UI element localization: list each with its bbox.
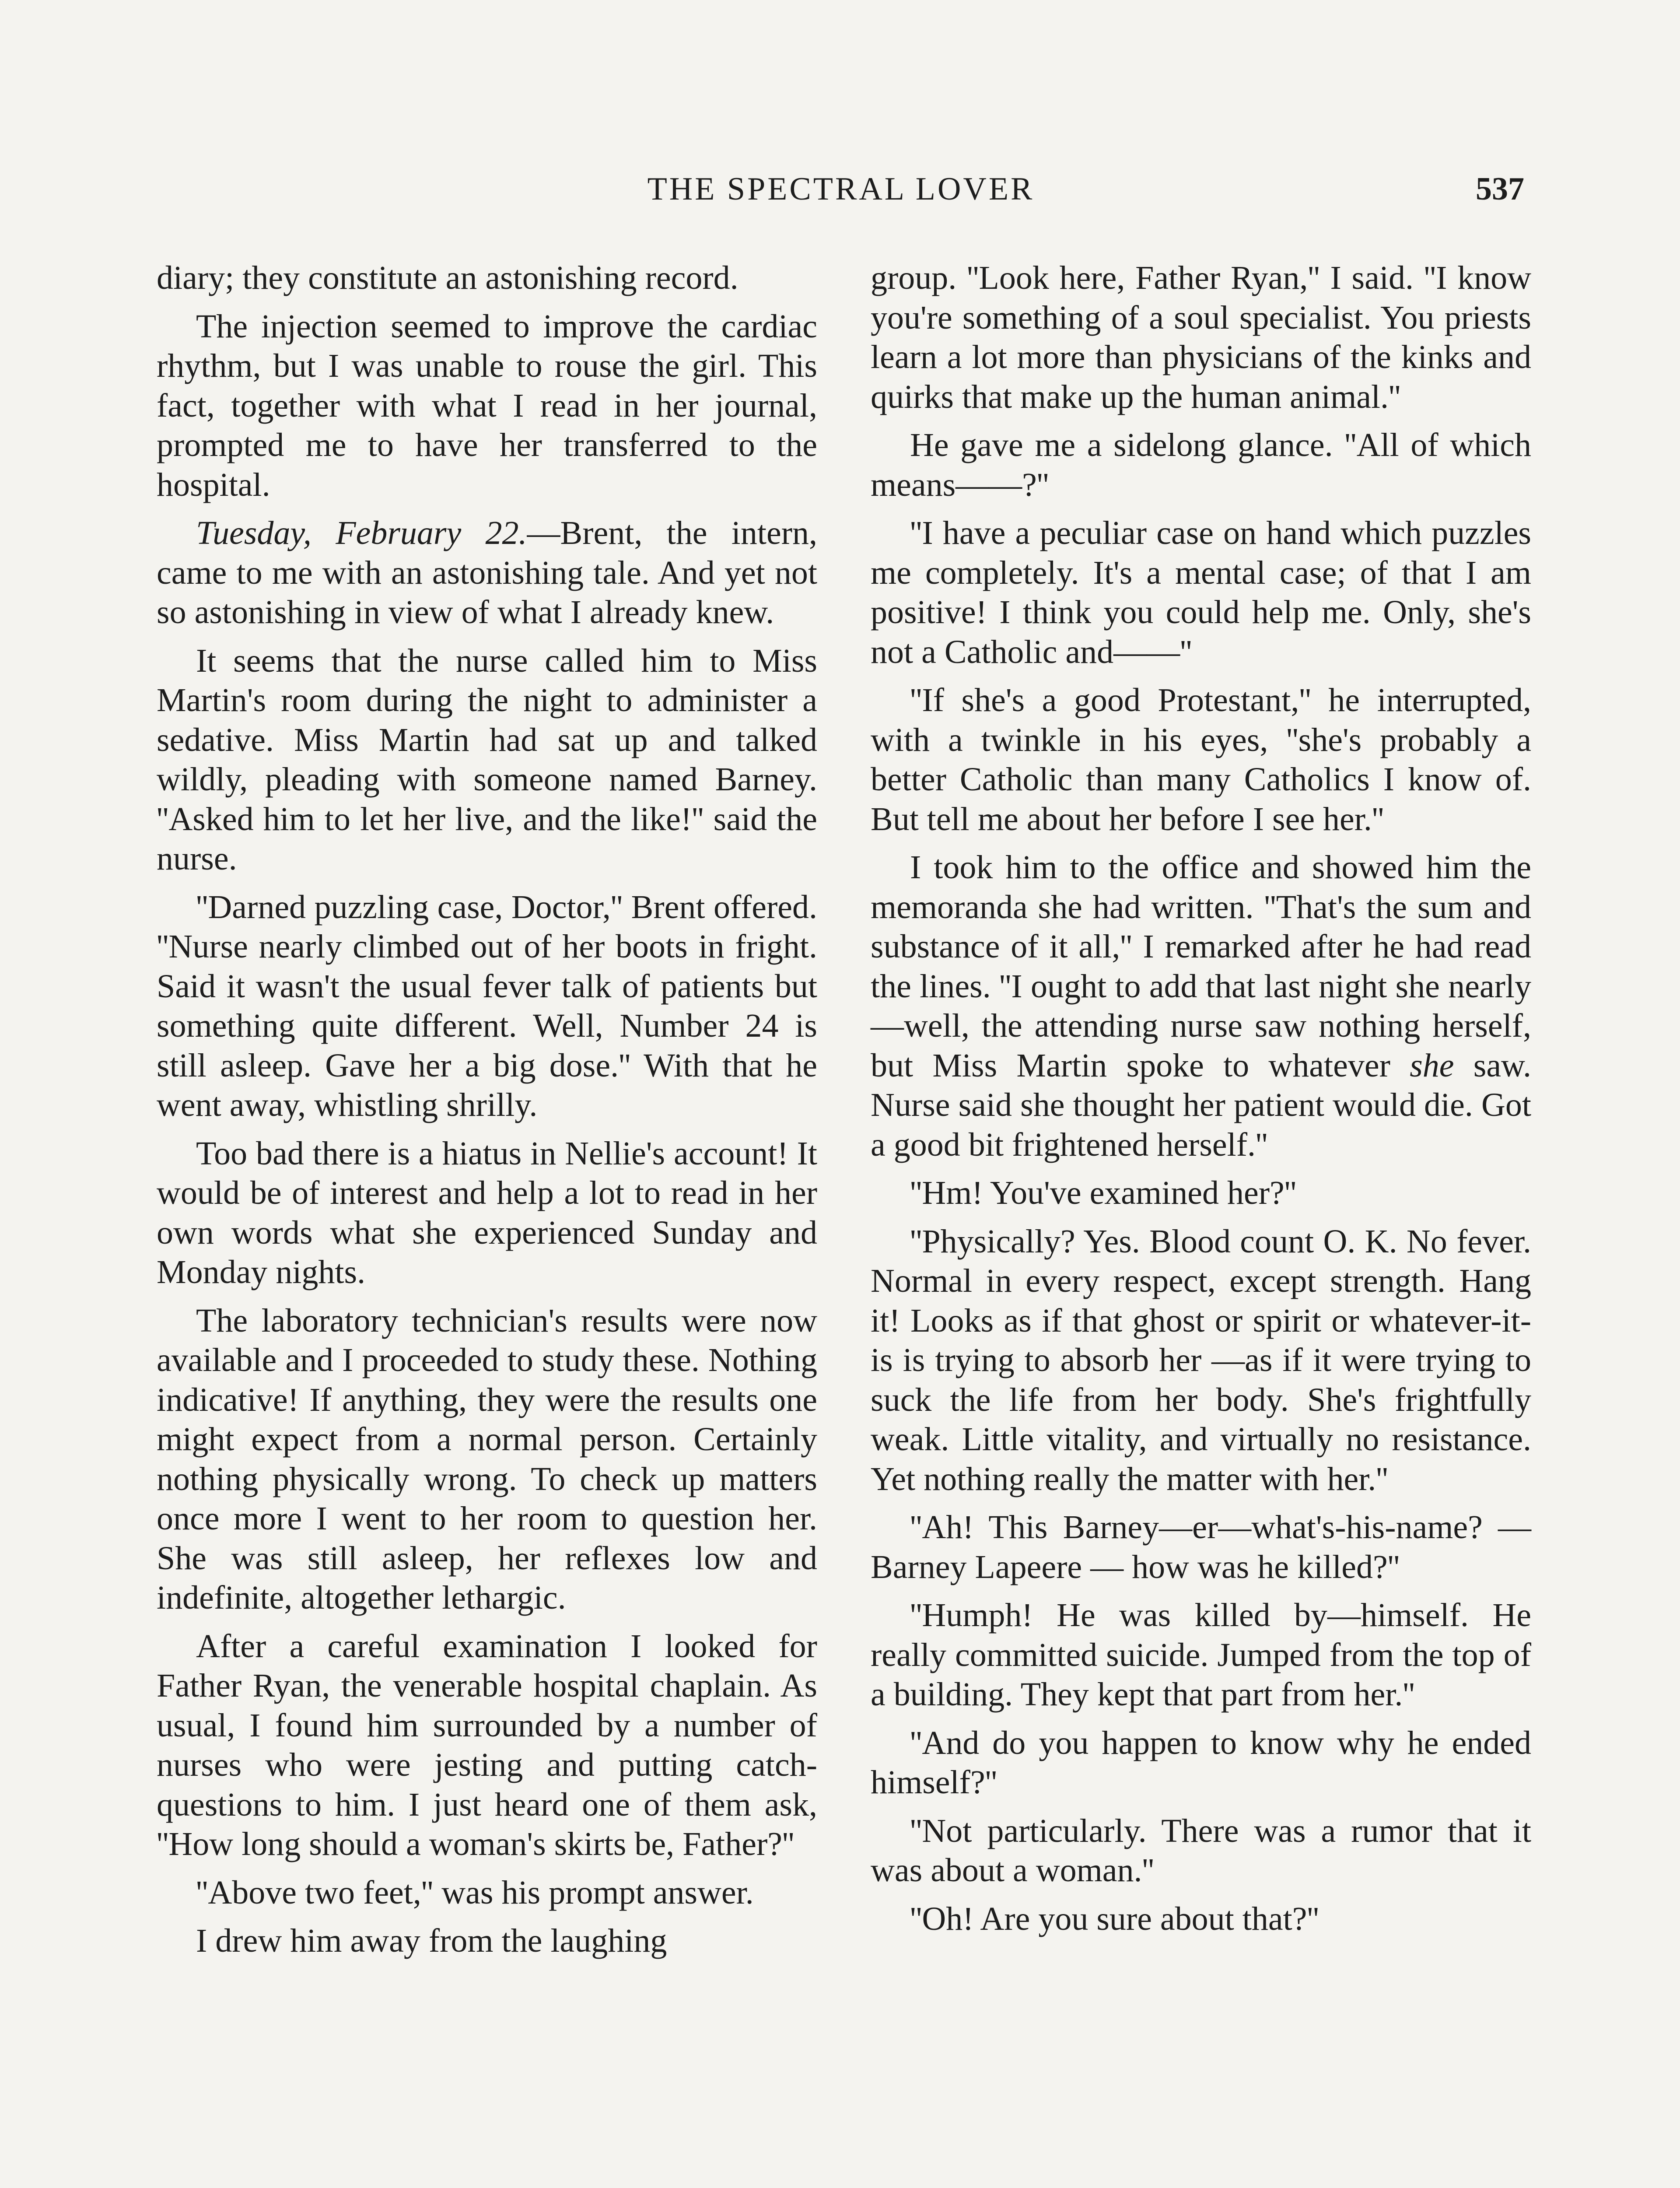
paragraph: ''Humph! He was killed by—himself. He really committed suicide. Jumped from the top of a building. They kept that part from her.'' [871,1597,1531,1713]
emphasized-word: she [1410,1047,1454,1084]
right-column [871,258,1531,1947]
running-title: THE SPECTRAL LOVER [647,171,1035,207]
paragraph: ''If she's a good Protestant,'' he interrupted, with a twinkle in his eyes, ''she's probably a better Catholic than many Catholics I know of. But tell me about her before I see her.'' [871,682,1531,838]
paragraph: He gave me a sidelong glance. ''All of which means——?'' [871,427,1531,503]
paragraph: After a careful examination I looked for Father Ryan, the venerable hospital chaplain. As usual, I found him surrounded by a number of nurses who were jesting and putting catch-questions to him. I just heard one of them ask, ''How long should a woman's skirts be, Father?'' [157,1627,817,1862]
paragraph: It seems that the nurse called him to Miss Martin's room during the night to administer a sedative. Miss Martin had sat up and talked wildly, pleading with someone named Barney. ''Asked him to let her live, and the like!'' said the nurse. [157,642,817,877]
paragraph: ''Not particularly. There was a rumor that it was about a woman.'' [871,1812,1531,1889]
dateline: Tuesday, February 22. [196,515,527,551]
paragraph: Too bad there is a hiatus in Nellie's account! It would be of interest and help a lot to read in her own words what she experienced Sunday and Monday nights. [157,1135,817,1290]
paragraph: The injection seemed to improve the cardiac rhythm, but I was unable to rouse the girl. This fact, together with what I read in her journal, prompted me to have her transferred to the hospital. [157,308,817,503]
paragraph: ''Above two feet,'' was his prompt answer. [196,1874,754,1911]
left-column [157,258,817,1970]
dated-paragraph [157,513,817,632]
paragraph-text: —Brent, the intern, came to me with an astonishing tale. And yet not so astonishing in view of what I already knew. [157,515,817,631]
paragraph: ''Oh! Are you sure about that?'' [910,1900,1319,1937]
paragraph: The laboratory technician's results were now available and I proceeded to study these. Nothing indicative! If anything, they were the results one might expect from a normal person. Certainly nothing physically wrong. To check up matters once more I went to her room to question her. She was still asleep, her reflexes low and indefinite, altogether lethargic. [157,1302,817,1616]
page-number: 537 [1476,171,1524,207]
paragraph: ''Ah! This Barney—er—what's-his-name? — Barney Lapeere — how was he killed?'' [871,1509,1531,1585]
paragraph: I drew him away from the laughing [196,1922,667,1959]
paragraph-text: saw. Nurse said she thought her patient would die. Got a good bit frightened herself.'' [871,1047,1532,1163]
paragraph-text: I took him to the office and showed him the memoranda she had written. ''That's the sum and substance of it all,'' I remarked after he had read the lines. ''I ought to add that last night she nearly—well, the attending nurse saw nothing herself, but Miss Martin spoke to whatever [871,849,1531,1084]
paragraph: ''I have a peculiar case on hand which puzzles me completely. It's a mental case; of that I am positive! I think you could help me. Only, she's not a Catholic and——'' [871,515,1531,670]
paragraph: group. ''Look here, Father Ryan,'' I said. ''I know you're something of a soul specialist. You priests learn a lot more than physicians of the kinks and quirks that make up the human animal.'' [871,259,1531,415]
paragraph [871,848,1531,1164]
paragraph: ''And do you happen to know why he ended himself?'' [871,1724,1531,1801]
paragraph: ''Darned puzzling case, Doctor,'' Brent offered. ''Nurse nearly climbed out of her boots in fright. Said it wasn't the usual fever talk of patients but something quite different. Well, Number 24 is still asleep. Gave her a big dose.'' With that he went away, whistling shrilly. [157,888,817,1123]
paragraph: diary; they constitute an astonishing record. [157,259,738,296]
running-head [158,163,1524,215]
paragraph: ''Physically? Yes. Blood count O. K. No fever. Normal in every respect, except strength. Hang it! Looks as if that ghost or spirit or whatever-it-is is trying to absorb her —as if it were trying to suck the life from her body. She's frightfully weak. Little vitality, and virtually no resistance. Yet nothing really the matter with her.'' [871,1223,1531,1497]
paragraph: ''Hm! You've examined her?'' [910,1175,1297,1211]
